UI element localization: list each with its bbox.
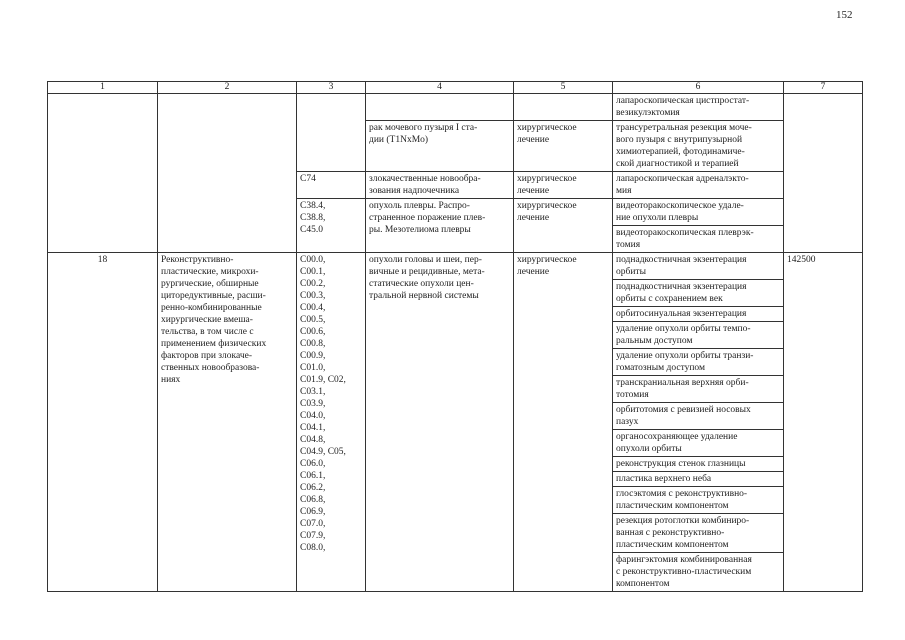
methods-cell: [613, 253, 784, 592]
method-item: [613, 376, 783, 403]
code-line: C00.1,: [300, 267, 326, 277]
method-line: томия: [616, 240, 641, 250]
codes-cell: [297, 94, 366, 172]
method-line: пластика верхнего неба: [616, 474, 712, 484]
diagnosis-line: ры. Мезотелиома плевры: [369, 225, 471, 235]
method-item: [613, 553, 783, 591]
column-number: 7: [784, 82, 863, 94]
method-item: [613, 94, 783, 120]
method-line: лапароскопическая цистпростат-: [616, 96, 750, 106]
methods-cell: [613, 94, 784, 121]
code-line: C06.9,: [300, 507, 326, 517]
code-line: C01.0,: [300, 363, 326, 373]
method-line: реконструкция стенок глазницы: [616, 459, 746, 469]
treatment-line: лечение: [517, 186, 550, 196]
column-number: 5: [514, 82, 613, 94]
method-line: удаление опухоли орбиты темпо-: [616, 324, 751, 334]
group-cell: [158, 94, 297, 253]
methods-cell: [613, 172, 784, 199]
method-line: поднадкостничная экзентерация: [616, 255, 747, 265]
code-line: C00.5,: [300, 315, 326, 325]
codes-cell: [297, 199, 366, 253]
method-line: ванная с реконструктивно-: [616, 528, 725, 538]
treatment-cell: [514, 94, 613, 121]
code-line: C00.6,: [300, 327, 326, 337]
treatment-cell: [514, 121, 613, 172]
group-line: ренно-комбинированные: [161, 303, 262, 313]
method-line: видеоторакоскопическое удале-: [616, 201, 744, 211]
method-line: трансуретральная резекция моче-: [616, 123, 752, 133]
group-line: ниях: [161, 375, 181, 385]
method-line: лапароскопическая адреналэкто-: [616, 174, 749, 184]
code-line: C00.0,: [300, 255, 326, 265]
treatment-cell: [514, 199, 613, 253]
column-number: 6: [613, 82, 784, 94]
code-line: C38.4,: [300, 201, 326, 211]
method-item: [613, 514, 783, 553]
methods-cell: [613, 121, 784, 172]
methods-cell: [613, 199, 784, 253]
treatment-line: лечение: [517, 267, 550, 277]
column-number: 3: [297, 82, 366, 94]
group-line: применением физических: [161, 339, 267, 349]
method-item: [613, 121, 783, 171]
column-number-row: [48, 82, 863, 94]
diagnosis-line: дии (T1NxMo): [369, 135, 429, 145]
method-line: орбиты: [616, 267, 646, 277]
method-item: [613, 253, 783, 280]
diagnosis-line: рак мочевого пузыря I ста-: [369, 123, 478, 133]
group-line: хирургические вмеша-: [161, 315, 253, 325]
method-item: [613, 472, 783, 487]
code-line: C06.2,: [300, 483, 326, 493]
method-line: химиотерапией, фотодинамиче-: [616, 147, 745, 157]
method-item: [613, 280, 783, 307]
method-item: [613, 457, 783, 472]
code-line: C00.2,: [300, 279, 326, 289]
diagnosis-line: опухоль плевры. Распро-: [369, 201, 470, 211]
code-line: C04.8,: [300, 435, 326, 445]
diagnosis-cell: [366, 253, 514, 592]
method-item: [613, 226, 783, 252]
cost-cell: [784, 94, 863, 253]
group-line: пластические, микрохи-: [161, 267, 259, 277]
group-line: ственных новообразова-: [161, 363, 260, 373]
code-line: C00.8,: [300, 339, 326, 349]
code-line: C08.0,: [300, 543, 326, 553]
codes-cell: [297, 172, 366, 199]
column-number: 4: [366, 82, 514, 94]
treatment-line: хирургическое: [517, 255, 577, 265]
method-line: ральным доступом: [616, 336, 693, 346]
method-line: орбитотомия с ревизией носовых: [616, 405, 751, 415]
code-line: C06.1,: [300, 471, 326, 481]
code-line: C06.0,: [300, 459, 326, 469]
treatment-cell: [514, 253, 613, 592]
treatment-cell: [514, 172, 613, 199]
method-item: [613, 307, 783, 322]
method-line: пластическим компонентом: [616, 501, 729, 511]
method-line: гоматозным доступом: [616, 363, 706, 373]
code-line: C04.9, C05,: [300, 447, 346, 457]
diagnosis-line: зования надпочечника: [369, 186, 460, 196]
method-line: поднадкостничная экзентерация: [616, 282, 747, 292]
method-line: резекция ротоглотки комбиниро-: [616, 516, 750, 526]
code-line: C01.9, C02,: [300, 375, 346, 385]
code-line: C74: [300, 174, 316, 184]
diagnosis-line: тральной нервной системы: [369, 291, 479, 301]
method-line: с реконструктивно-пластическим: [616, 567, 752, 577]
method-item: [613, 322, 783, 349]
code-line: C04.0,: [300, 411, 326, 421]
code-line: C38.8,: [300, 213, 326, 223]
method-line: орбиты с сохранением век: [616, 294, 723, 304]
method-line: удаление опухоли орбиты транзи-: [616, 351, 754, 361]
method-item: [613, 349, 783, 376]
diagnosis-cell: [366, 121, 514, 172]
diagnosis-cell: [366, 94, 514, 121]
code-line: C04.1,: [300, 423, 326, 433]
method-line: мия: [616, 186, 632, 196]
treatment-line: лечение: [517, 135, 550, 145]
diagnosis-line: опухоли головы и шеи, пер-: [369, 255, 482, 265]
diagnosis-line: злокачественные новообра-: [369, 174, 481, 184]
group-line: циторедуктивные, расши-: [161, 291, 266, 301]
column-number: 2: [158, 82, 297, 94]
method-item: [613, 199, 783, 226]
table-row: [48, 94, 863, 121]
medical-care-table: [47, 81, 863, 592]
method-line: орбитосинуальная экзентерация: [616, 309, 747, 319]
group-line: рургические, обширные: [161, 279, 259, 289]
method-line: органосохраняющее удаление: [616, 432, 738, 442]
number-cell: 18: [48, 253, 158, 592]
table-row-group-18: [48, 253, 863, 592]
method-line: глосэктомия с реконструктивно-: [616, 489, 748, 499]
method-item: [613, 430, 783, 457]
treatment-line: лечение: [517, 213, 550, 223]
code-line: C06.8,: [300, 495, 326, 505]
method-item: [613, 172, 783, 198]
method-line: тотомия: [616, 390, 649, 400]
code-line: C00.9,: [300, 351, 326, 361]
method-line: фарингэктомия комбинированная: [616, 555, 752, 565]
treatment-line: хирургическое: [517, 174, 577, 184]
group-cell: [158, 253, 297, 592]
group-line: тельства, в том числе с: [161, 327, 254, 337]
method-line: транскраниальная верхняя орби-: [616, 378, 749, 388]
diagnosis-line: статические опухоли цен-: [369, 279, 474, 289]
treatment-line: хирургическое: [517, 123, 577, 133]
diagnosis-cell: [366, 199, 514, 253]
code-line: C45.0: [300, 225, 323, 235]
method-line: опухоли орбиты: [616, 444, 682, 454]
page-number: 152: [836, 9, 853, 21]
method-line: ской диагностикой и терапией: [616, 159, 739, 169]
code-line: C00.4,: [300, 303, 326, 313]
code-line: C03.1,: [300, 387, 326, 397]
code-line: C07.9,: [300, 531, 326, 541]
code-line: C03.9,: [300, 399, 326, 409]
treatment-line: хирургическое: [517, 201, 577, 211]
method-line: везикулэктомия: [616, 108, 680, 118]
method-line: вого пузыря с внутрипузырной: [616, 135, 743, 145]
codes-cell: [297, 253, 366, 592]
code-line: C07.0,: [300, 519, 326, 529]
number-cell: [48, 94, 158, 253]
method-item: [613, 403, 783, 430]
method-line: пластическим компонентом: [616, 540, 729, 550]
cost-cell: 142500: [784, 253, 863, 592]
method-line: ние опухоли плевры: [616, 213, 699, 223]
group-line: Реконструктивно-: [161, 255, 234, 265]
group-line: факторов при злокаче-: [161, 351, 253, 361]
method-line: видеоторакоскопическая плеврэк-: [616, 228, 754, 238]
diagnosis-line: страненное поражение плев-: [369, 213, 486, 223]
diagnosis-cell: [366, 172, 514, 199]
method-line: пазух: [616, 417, 639, 427]
method-line: компонентом: [616, 579, 670, 589]
diagnosis-line: вичные и рецидивные, мета-: [369, 267, 485, 277]
code-line: C00.3,: [300, 291, 326, 301]
method-item: [613, 487, 783, 514]
column-number: 1: [48, 82, 158, 94]
